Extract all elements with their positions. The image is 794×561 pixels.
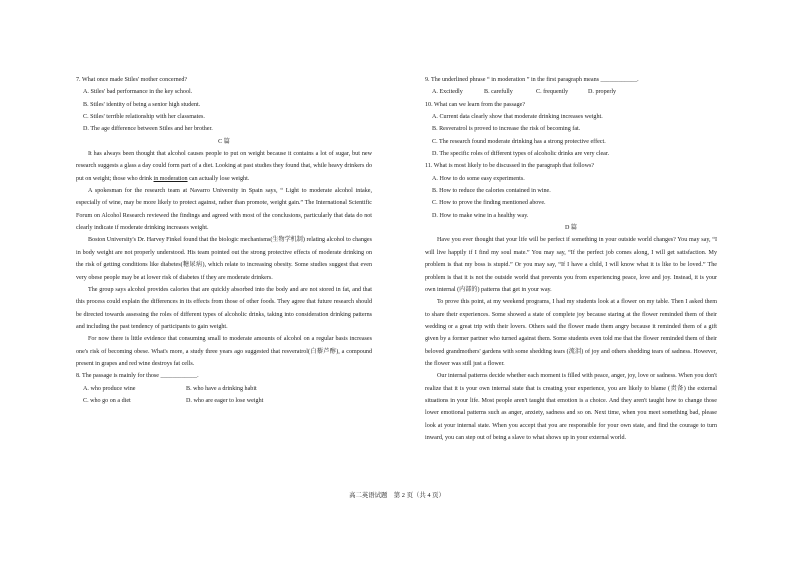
question-7-option-c: C. Stiles' terrible relationship with her classmates.: [83, 114, 205, 121]
passage-c-paragraph-1: [76, 148, 372, 185]
question-7-option-d: D. The age difference between Stiles and her brother.: [83, 126, 213, 133]
question-8-options-row-1: [76, 383, 372, 395]
question-10-stem: 10. What can we learn from the passage?: [425, 101, 526, 108]
left-column: [76, 74, 372, 407]
question-11-option-b: B. How to reduce the calories contained in wine.: [432, 188, 551, 195]
question-11-stem: 11. What is most likely to be discussed in the paragraph that follows?: [425, 163, 595, 170]
question-11-option-a: A. How to do some easy experiments.: [432, 175, 525, 182]
question-8-stem: [76, 370, 372, 382]
question-10-option-c: C. The research found moderate drinking has a strong protective effect.: [432, 138, 606, 145]
question-11-option-d: D. How to make wine in a healthy way.: [432, 212, 529, 219]
passage-d-paragraph-2: To prove this point, at my weekend programs, I had my students look at a flower on my table. Then I asked them to share their experiences. Some showed a state of complete joy because staring at the flower reminded them of their wedding or a great trip with their lovers. Others said the flower made them angry because it reminded them of a gift given by a former partner who turned against them. Some students even told me that the flower reminded them of their beloved grandmothers' gardens with some shedding tears (流泪) of joy and others shedding tears of sadness. However, the flower was still just a flower.: [425, 299, 717, 367]
question-10-option-d: D. The specific roles of different types of alcoholic drinks are very clear.: [432, 151, 610, 158]
section-c-heading: C 篇: [218, 138, 230, 145]
question-11-option-c: C. How to prove the finding mentioned above.: [432, 200, 546, 207]
question-8-options-row-2: [76, 395, 372, 407]
question-8-option-b: B. who have a drinking habit: [186, 385, 257, 392]
question-10-option-b: B. Resveratrol is proved to increase the risk of becoming fat.: [432, 126, 581, 133]
section-d-heading: D 篇: [564, 225, 578, 232]
question-8-text: 8. The passage is mainly for those: [76, 373, 159, 380]
answer-blank: ____________.: [160, 373, 199, 380]
question-8-option-a: A. who produce wine: [83, 385, 136, 392]
question-8-option-c: C. who go on a diet: [83, 397, 131, 404]
question-7-option-a: A. Stiles' bad performance in the key school.: [83, 89, 193, 96]
question-10-option-a: A. Current data clearly show that moderate drinking increases weight.: [432, 114, 603, 121]
question-9-option-a: A. Excitedly: [432, 89, 463, 96]
paragraph-tail: can actually lose weight.: [187, 175, 250, 182]
passage-c-paragraph-4: The group says alcohol provides calories that are quickly absorbed into the body and are not stored in fat, and that this process could explain the differences in its effects from those of other foods. They agree that future research should be directed towards assessing the roles of different types of alcoholic drinks, taking into consideration drinking patterns and including the past tendency of participants to gain weight.: [76, 286, 372, 330]
question-7-option-b: B. Stiles' identity of being a senior high student.: [83, 101, 201, 108]
answer-blank: ____________.: [600, 77, 639, 83]
passage-c-paragraph-3: Boston University's Dr. Harvey Finkel found that the biologic mechanisms(生物学机制) relating alcohol to changes in body weight are not properly understood. His team pointed out the strong protective effects of moderate drinking on the risk of getting conditions like diabetes(糖尿病), which relate to increasing obesity. Some studies suggest that even very obese people may be at lower risk of diabetes if they are moderate drinkers.: [76, 237, 372, 281]
page-footer: 高二英语试题 第 2 页（共 4 页）: [349, 492, 445, 499]
passage-c-paragraph-2: A spokesman for the research team at Navarro University in Spain says, “ Light to moderate alcohol intake, especially of wine, may be more likely to protect against, rather than promote, weight gain.” The International Scientific Forum on Alcohol Research reviewed the findings and agreed with most of the conclusions, particularly that data do not clearly indicate if moderate drinking increases weight.: [76, 188, 372, 232]
question-8-option-d: D. who are eager to lose weight: [186, 397, 264, 404]
question-9-options: [425, 86, 717, 98]
passage-d-paragraph-3: Our internal patterns decide whether each moment is filled with peace, anger, joy, love or sadness. When you don't realize that it is your own internal state that is creating your experience, you are likely to blame (责备) the external situations in your life. Most people aren't taught that emotion is a choice. And they aren't taught how to change those lower emotional patterns such as anger, anxiety, sadness and so on. Next time, when you meet something bad, please look at your internal state. When you accept that you are responsible for your own state, and find the courage to turn inward, you can step out of being a slave to what shows up in your external world.: [425, 373, 717, 441]
question-9-stem: [425, 74, 717, 86]
question-9-text: 9. The underlined phrase “ in moderation ” in the first paragraph means: [425, 77, 600, 83]
question-9-option-d: D. properly: [588, 89, 617, 96]
question-9-option-b: B. carefully: [484, 89, 513, 96]
paragraph-text: It has always been thought that alcohol causes people to put on weight because it contains a lot of sugar, but new research suggests a glass a day could form part of a diet. Looking at past studies they found that, while heavy drinkers do put on weight; those who drink: [76, 151, 372, 182]
question-7-stem: 7. What once made Stiles' mother concerned?: [76, 77, 188, 83]
passage-c-paragraph-5: For now there is little evidence that consuming small to moderate amounts of alcohol on a regular basis increases one's risk of becoming obese. What's more, a study three years ago suggested that resveratrol(白藜芦醇), a compound present in grapes and red wine destroys fat cells.: [76, 336, 372, 367]
right-column: [425, 74, 717, 444]
passage-d-paragraph-1: Have you ever thought that your life will be perfect if something in your outside world changes? You may say, “I will live happily if I find my soul mate.” You may say, “If the perfect job comes along, I will get satisfaction. My problem is that my boss is stupid.” Or you may say, “If I have a child, I will know what it is like to be loved.” The problem is that it is not the outside world that prevents you from experiencing peace, love and joy. Instead, it is your own internal (内部的) patterns that get in your way.: [425, 237, 717, 293]
question-9-option-c: C. frequently: [536, 89, 569, 96]
underlined-phrase: in moderation: [153, 175, 188, 182]
